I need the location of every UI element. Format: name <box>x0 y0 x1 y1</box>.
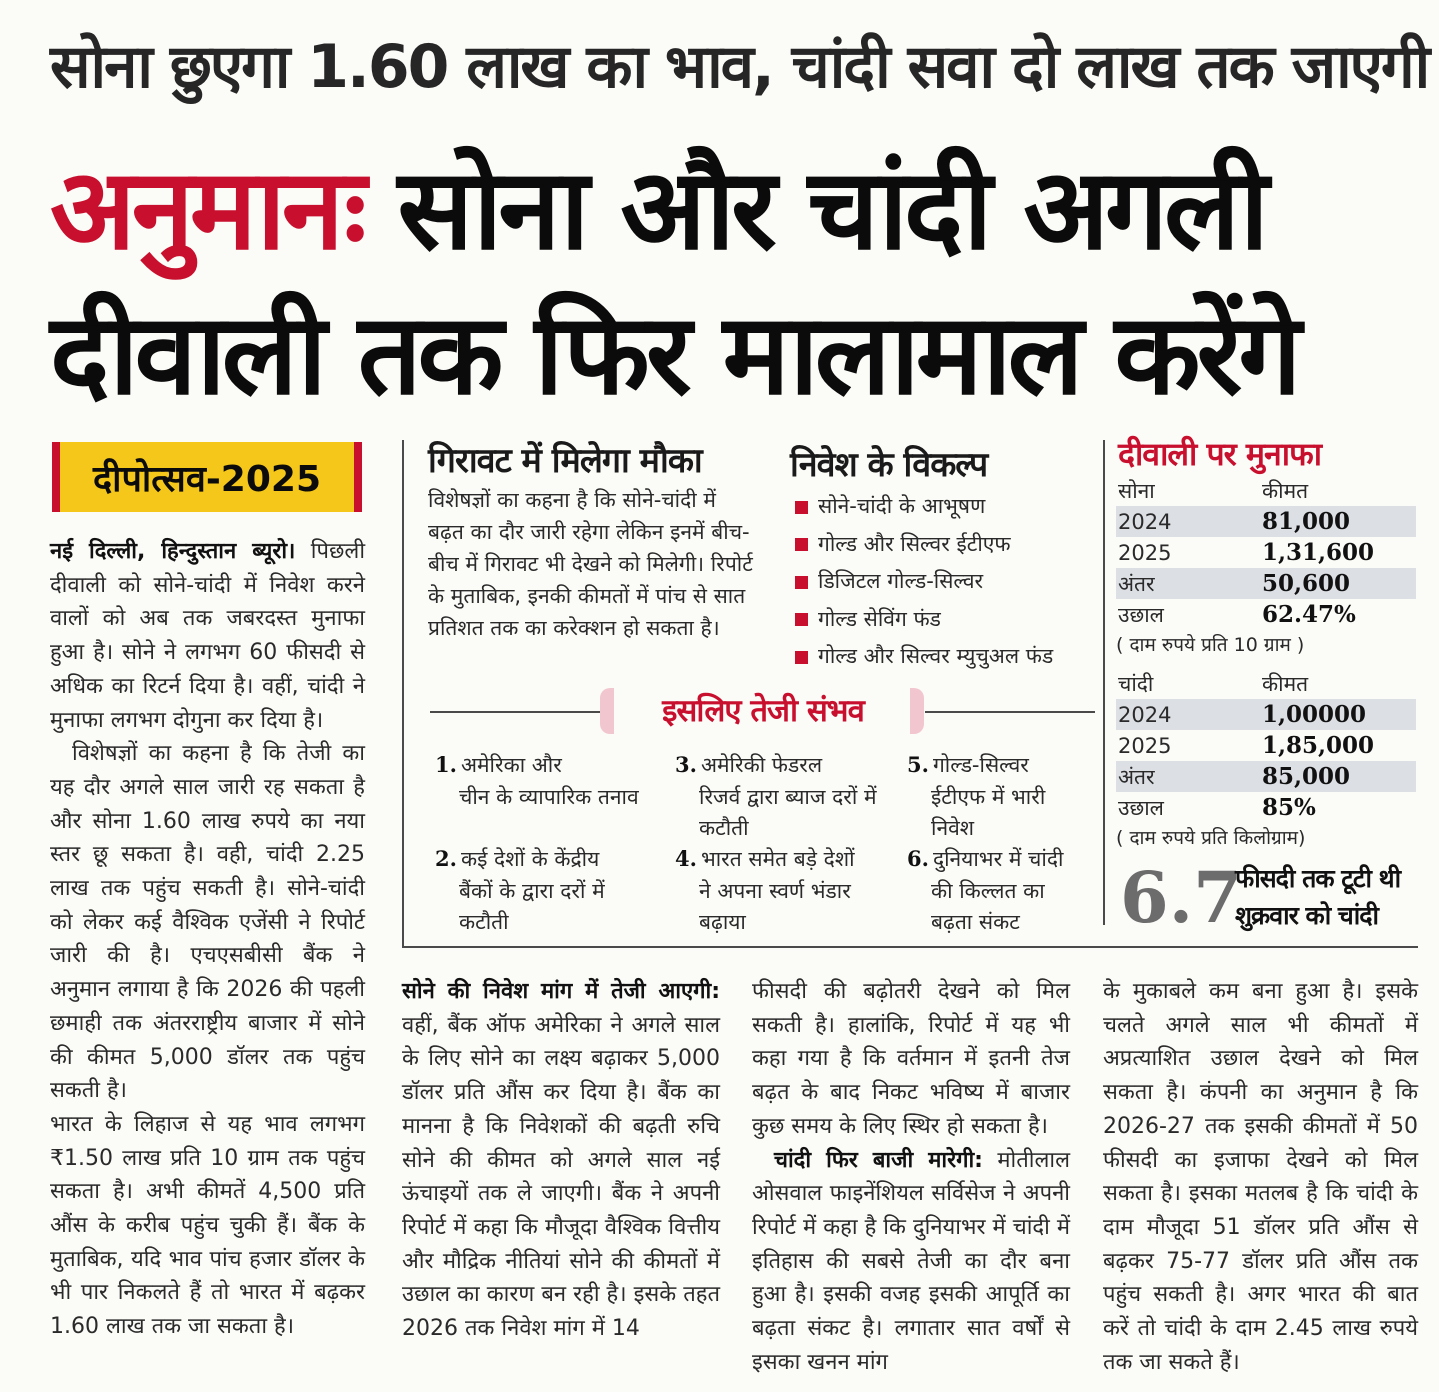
article-column-4 <box>1103 975 1418 1379</box>
col2-text: वहीं, बैंक ऑफ अमेरिका ने अगले साल के लिए सोने का लक्ष्य बढ़ाकर 5,000 डॉलर प्रति औंस कर दिया है। बैंक का मानना है कि निवेशकों की बढ़ती रुचि सोने की कीमत को अगले साल नई ऊंचाइयों तक ले जाएगी। बैंक ने अपनी रिपोर्ट में कहा कि मौजूदा वैश्विक वित्तीय और मौद्रिक नीतियां सोने की कीमतों में उछाल का कारण बन रही है। इसके तहत 2026 तक निवेश मांग में 14 <box>402 1012 720 1342</box>
col3-text-1: फीसदी की बढ़ोतरी देखने को मिल सकती है। हालांकि, रिपोर्ट में यह भी कहा गया है कि वर्तमान में इतनी तेज बढ़त के बाद निकट भविष्य में बाजार कुछ समय के लिए स्थिर हो सकता है। <box>752 979 1070 1139</box>
article-column-2 <box>402 975 720 1346</box>
gold-unit-note: ( दाम रुपये प्रति 10 ग्राम ) <box>1116 634 1305 656</box>
red-square-bullet-icon <box>795 651 808 664</box>
headline-line-2: दीवाली तक फिर मालामाल करेंगे <box>50 290 1298 420</box>
col1-paragraph-3: भारत के लिहाज से यह भाव लगभग ₹1.50 लाख प्रति 10 ग्राम तक पहुंच सकता है। अभी कीमतें 4,500 प्रति औंस के करीब पहुंच चुकी हैं। बैंक के मुताबिक, यदि भाव पांच हजार डॉलर के भी पार निकलते हैं तो भारत में बढ़कर 1.60 लाख तक जा सकता है। <box>50 1111 365 1340</box>
munafa-title: दीवाली पर मुनाफा <box>1118 435 1322 473</box>
article-column-3 <box>752 975 1070 1379</box>
col4-text: के मुकाबले कम बना हुआ है। इसके चलते अगले साल भी कीमतों में अप्रत्याशित उछाल देखने को मिल सकता है। कंपनी का अनुमान है कि 2026-27 तक इसकी कीमतों में 50 फीसदी का इजाफा देखने को मिल सकता है। इसका मतलब है कि चांदी के दाम मौजूदा 51 डॉलर प्रति औंस से बढ़कर 75-77 डॉलर प्रति औंस तक पहुंच सकती है। अगर भारत की बात करें तो चांदी के दाम 2.45 लाख रुपये तक जा सकते हैं। <box>1103 979 1418 1375</box>
table-row: उछाल 85% <box>1118 794 1316 821</box>
stat-caption: फीसदी तक टूटी थी शुक्रवार को चांदी <box>1235 864 1401 930</box>
col1-paragraph-2: विशेषज्ञों का कहना है कि तेजी का यह दौर अगले साल जारी रह सकता है और सोना 1.60 लाख रुपये का नया स्तर छू सकता है। वही, चांदी 2.25 लाख तक पहुंच सकती है। सोने-चांदी को लेकर कई वैश्विक एजेंसी ने रिपोर्ट जारी की है। एचएसबीसी बैंक ने अनुमान लगाया है कि 2026 की पहली छमाही तक अंतरराष्ट्रीय बाजार में सोने की कीमत 5,000 डॉलर तक पहुंच सकती है। <box>50 741 365 1104</box>
reason-item: 2. कई देशों के केंद्रीय बैंकों के द्वारा दरों में कटौती <box>435 846 605 934</box>
box-left-rule <box>402 440 404 948</box>
silver-unit-note: ( दाम रुपये प्रति किलोग्राम) <box>1116 827 1306 849</box>
table-row: 2025 1,85,000 <box>1118 732 1375 759</box>
vikalp-item: गोल्ड और सिल्वर म्युचुअल फंड <box>795 638 1053 676</box>
col3-text-2: मोतीलाल ओसवाल फाइनेंशियल सर्विसेज ने अपनी रिपोर्ट में कहा है कि दुनियाभर में चांदी में इतिहास की सबसे तेजी का दौर बना हुआ है। इसकी वजह इसकी आपूर्ति का बढ़ता संकट है। लगातार सात वर्षों से इसका खनन मांग <box>752 1147 1071 1375</box>
vikalp-item: गोल्ड और सिल्वर ईटीएफ <box>795 526 1053 564</box>
table-row: 2024 1,00000 <box>1116 699 1416 730</box>
vikalp-item: सोने-चांदी के आभूषण <box>795 488 1053 526</box>
vikalp-item: गोल्ड सेविंग फंड <box>795 601 1053 639</box>
table-row: अंतर 50,600 <box>1116 568 1416 599</box>
box-bottom-rule <box>402 946 1418 948</box>
vikalp-item: डिजिटल गोल्ड-सिल्वर <box>795 563 1053 601</box>
table-header-row: चांदी कीमत <box>1118 671 1309 696</box>
stat-value: 6.7 <box>1120 856 1242 939</box>
red-square-bullet-icon <box>795 501 808 514</box>
col1-paragraph-1: पिछली दीवाली को सोने-चांदी में निवेश करने वालों को अब तक जबरदस्त मुनाफा हुआ है। सोने ने लगभग 60 फीसदी से अधिक का रिटर्न दिया है। वहीं, चांदी ने मुनाफा लगभग दोगुना कर दिया है। <box>50 539 366 733</box>
table-row: 2024 81,000 <box>1116 506 1416 537</box>
pink-cap-left <box>600 688 614 734</box>
red-square-bullet-icon <box>795 538 808 551</box>
vikalp-list <box>795 488 1053 676</box>
table-row: 2025 1,31,600 <box>1118 539 1375 566</box>
giravat-title: गिरावट में मिलेगा मौका <box>428 441 702 481</box>
reason-item: 4. भारत समेत बड़े देशों ने अपना स्वर्ण भंडार बढ़ाया <box>675 846 855 934</box>
headline-red-prefix: अनुमानः <box>50 145 363 275</box>
red-square-bullet-icon <box>795 576 808 589</box>
table-row: उछाल 62.47% <box>1118 601 1356 628</box>
headline-line-1-text: सोना और चांदी अगली <box>397 145 1265 275</box>
kicker-headline: सोना छुएगा 1.60 लाख का भाव, चांदी सवा दो लाख तक जाएगी <box>50 32 1429 102</box>
box-divider-rule <box>1103 440 1105 925</box>
giravat-body: विशेषज्ञों का कहना है कि सोने-चांदी में बढ़त का दौर जारी रहेगा लेकिन इनमें बीच-बीच में गिरावट भी देखने को मिलेगी। रिपोर्ट के मुताबिक, इनकी कीमतों में पांच से सात प्रतिशत तक का करेक्शन हो सकता है। <box>428 488 753 640</box>
reason-item: 5. गोल्ड-सिल्वर ईटीएफ में भारी निवेश <box>907 752 1046 840</box>
dateline: नई दिल्ली, हिन्दुस्तान ब्यूरो। <box>50 539 296 564</box>
reason-item: 3. अमेरिकी फेडरल रिजर्व द्वारा ब्याज दरों में कटौती <box>675 752 877 840</box>
article-column-1 <box>50 535 365 1344</box>
headline-line-1 <box>50 140 1410 280</box>
section-rule-left <box>430 711 600 713</box>
pink-cap-right <box>910 688 924 734</box>
section-rule-right <box>925 711 1095 713</box>
rubric-badge: दीपोत्सव-2025 <box>52 442 362 512</box>
vikalp-title: निवेश के विकल्प <box>790 445 988 485</box>
table-row: अंतर 85,000 <box>1116 761 1416 792</box>
reason-item: 6. दुनियाभर में चांदी की किल्लत का बढ़ता संकट <box>907 846 1064 934</box>
red-square-bullet-icon <box>795 613 808 626</box>
gold-price-table <box>1116 475 1416 661</box>
table-header-row: सोना कीमत <box>1118 478 1309 503</box>
reason-item: 1. अमेरिका और चीन के व्यापारिक तनाव <box>435 752 639 809</box>
subhead-gold-demand: सोने की निवेश मांग में तेजी आएगी: <box>402 979 720 1004</box>
isliye-title: इसलिए तेजी संभव <box>662 693 864 729</box>
subhead-silver: चांदी फिर बाजी मारेगी: <box>774 1147 983 1173</box>
silver-price-table <box>1116 668 1416 854</box>
